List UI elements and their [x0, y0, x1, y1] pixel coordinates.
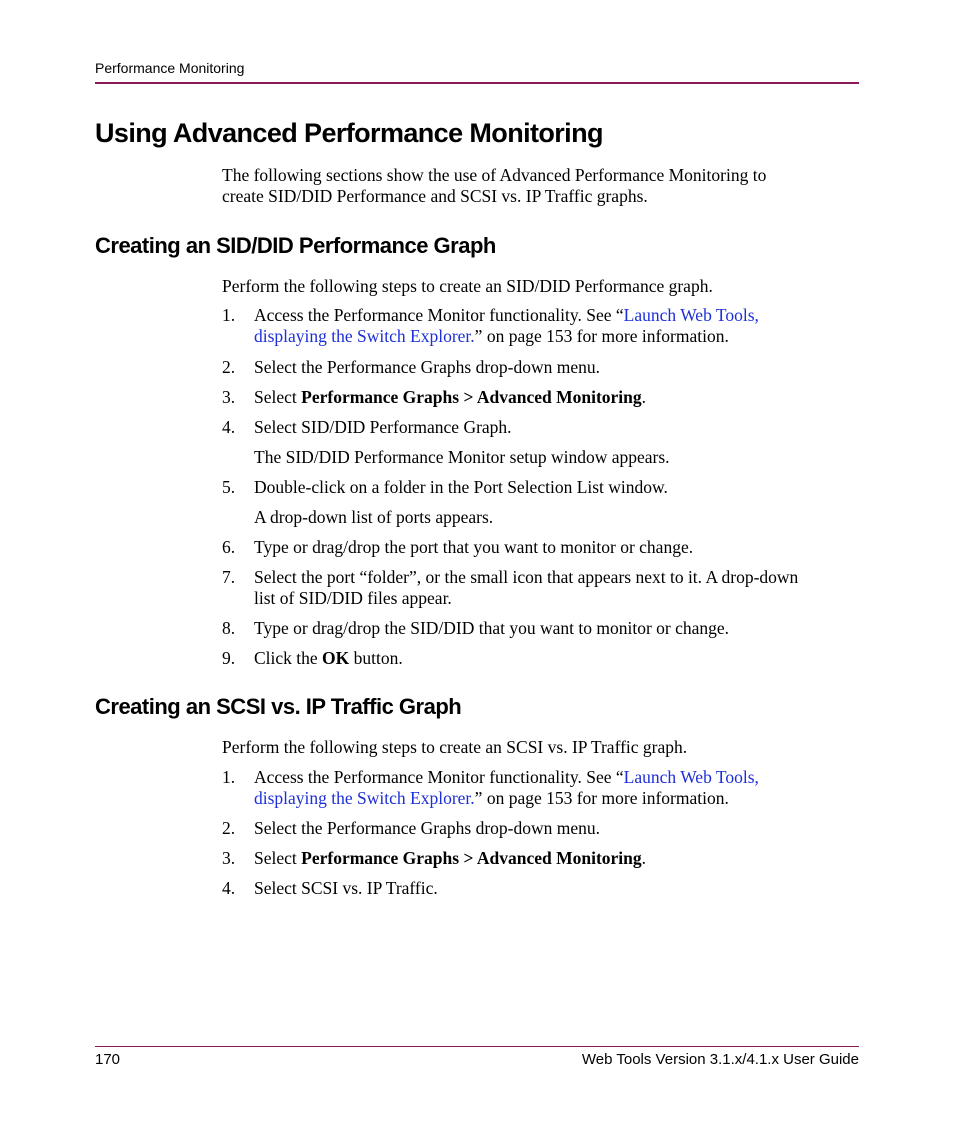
step-number: 2. — [222, 357, 236, 377]
step-number: 8. — [222, 618, 236, 638]
step-text: Type or drag/drop the port that you want to monitor or change. — [254, 537, 694, 557]
launch-web-tools-link[interactable]: Launch Web Tools, displaying the Switch Explorer. — [254, 767, 759, 808]
scsi-ip-intro: Perform the following steps to create an SCSI vs. IP Traffic graph. — [222, 737, 688, 757]
step-text: Access the Performance Monitor functionality. See “Launch Web Tools, displaying the Switch Explorer.” on page 153 for more information. — [254, 767, 759, 808]
step-note: A drop-down list of ports appears. — [254, 507, 494, 527]
footer-rule — [95, 1046, 859, 1047]
step-number: 7. — [222, 567, 236, 587]
header-rule — [95, 82, 859, 84]
step-text: Click the OK button. — [254, 648, 403, 668]
step-text: Select the Performance Graphs drop-down menu. — [254, 357, 601, 377]
section-intro — [222, 165, 862, 207]
step-number: 5. — [222, 477, 236, 497]
intro-line: The following sections show the use of Advanced Performance Monitoring to — [222, 165, 767, 185]
menu-path: Performance Graphs > Advanced Monitoring — [301, 387, 642, 407]
step-text: Select the port “folder”, or the small icon that appears next to it. A drop-down list of SID/DID files appear. — [254, 567, 799, 608]
sid-did-intro: Perform the following steps to create an SID/DID Performance graph. — [222, 276, 713, 296]
step-number: 3. — [222, 387, 236, 407]
step-text: Select SCSI vs. IP Traffic. — [254, 878, 438, 898]
step-text: Double-click on a folder in the Port Selection List window. — [254, 477, 668, 497]
step-number: 9. — [222, 648, 236, 668]
step-text: Select SID/DID Performance Graph. — [254, 417, 512, 437]
step-note: The SID/DID Performance Monitor setup window appears. — [254, 447, 670, 467]
step-number: 6. — [222, 537, 236, 557]
step-text: Access the Performance Monitor functionality. See “Launch Web Tools, displaying the Switch Explorer.” on page 153 for more information. — [254, 305, 759, 346]
step-number: 2. — [222, 818, 236, 838]
scsi-ip-heading: Creating an SCSI vs. IP Traffic Graph — [95, 694, 462, 719]
step-number: 1. — [222, 305, 236, 325]
step-number: 4. — [222, 417, 236, 437]
guide-title: Web Tools Version 3.1.x/4.1.x User Guide — [581, 1051, 859, 1068]
page-number: 170 — [95, 1051, 121, 1068]
running-header: Performance Monitoring — [95, 60, 245, 76]
ok-label: OK — [322, 648, 350, 668]
step-number: 3. — [222, 848, 236, 868]
step-number: 4. — [222, 878, 236, 898]
page-title: Using Advanced Performance Monitoring — [95, 118, 603, 148]
intro-line: create SID/DID Performance and SCSI vs. IP Traffic graphs. — [222, 186, 648, 206]
sid-did-heading: Creating an SID/DID Performance Graph — [95, 233, 496, 258]
step-text: Select Performance Graphs > Advanced Monitoring. — [254, 848, 647, 868]
step-text: Select Performance Graphs > Advanced Monitoring. — [254, 387, 647, 407]
menu-path: Performance Graphs > Advanced Monitoring — [301, 848, 642, 868]
step-text: Type or drag/drop the SID/DID that you want to monitor or change. — [254, 618, 730, 638]
step-number: 1. — [222, 767, 236, 787]
step-text: Select the Performance Graphs drop-down menu. — [254, 818, 601, 838]
launch-web-tools-link[interactable]: Launch Web Tools, displaying the Switch Explorer. — [254, 305, 759, 346]
